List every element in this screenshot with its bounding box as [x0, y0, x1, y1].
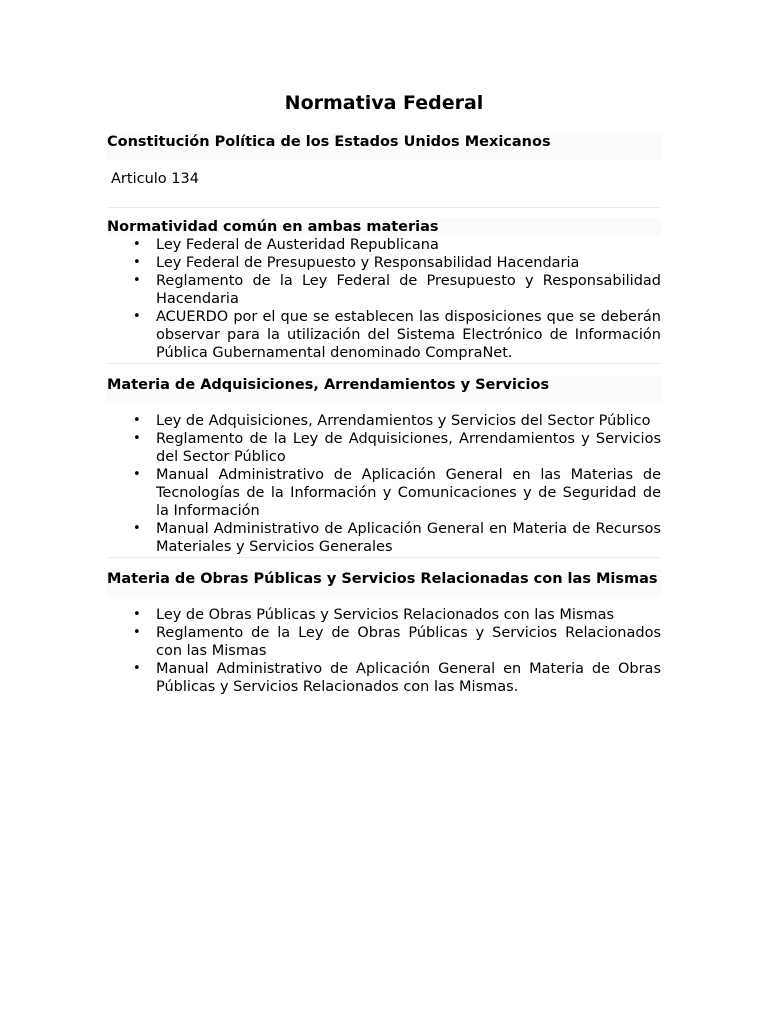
bullet-list: [107, 412, 661, 556]
list-item: [107, 236, 661, 254]
list-item-text: Manual Administrativo de Aplicación General en Materia de Recursos Materiales y Servicios Generales: [156, 521, 661, 555]
list-item-text: Reglamento de la Ley de Obras Públicas y Servicios Relacionados con las Mismas: [156, 625, 661, 659]
list-item: [107, 308, 661, 362]
bullet-icon: •: [133, 413, 141, 428]
document-title: Normativa Federal: [284, 92, 484, 114]
bullet-icon: •: [133, 255, 141, 270]
bullet-icon: •: [133, 661, 141, 676]
document-page: [107, 0, 661, 696]
bullet-icon: •: [133, 237, 141, 252]
section-heading: Constitución Política de los Estados Unidos Mexicanos: [107, 133, 661, 160]
list-item: [107, 272, 661, 308]
section-divider: [107, 363, 661, 364]
section-heading: Normatividad común en ambas materias: [107, 218, 661, 236]
bullet-icon: •: [133, 625, 141, 640]
section-text: Articulo 134: [111, 171, 199, 187]
bullet-list: [107, 606, 661, 696]
section-constitucion: [107, 133, 661, 188]
bullet-icon: •: [133, 607, 141, 622]
list-item-text: Reglamento de la Ley de Adquisiciones, Arrendamientos y Servicios del Sector Público: [156, 431, 661, 465]
bullet-list: [107, 236, 661, 362]
list-item: [107, 430, 661, 466]
list-item: [107, 254, 661, 272]
bullet-icon: •: [133, 467, 141, 482]
bullet-icon: •: [133, 521, 141, 536]
list-item: [107, 412, 661, 430]
bullet-icon: •: [133, 309, 141, 324]
list-item: [107, 624, 661, 660]
list-item-text: ACUERDO por el que se establecen las disposiciones que se deberán observar para la utilización del Sistema Electrónico de Información Pública Gubernamental denominado CompraNet.: [156, 309, 661, 361]
section-obras-publicas: [107, 570, 661, 696]
list-item-text: Manual Administrativo de Aplicación General en Materia de Obras Públicas y Servicios Relacionados con las Mismas.: [156, 661, 661, 695]
list-item-text: Ley de Adquisiciones, Arrendamientos y Servicios del Sector Público: [156, 413, 651, 429]
section-divider: [107, 557, 661, 558]
list-item-text: Manual Administrativo de Aplicación General en las Materias de Tecnologías de la Información y Comunicaciones y de Seguridad de la Información: [156, 467, 661, 519]
bullet-icon: •: [133, 431, 141, 446]
list-item: [107, 466, 661, 520]
list-item: [107, 520, 661, 556]
list-item-text: Ley Federal de Presupuesto y Responsabilidad Hacendaria: [156, 255, 580, 271]
bullet-icon: •: [133, 273, 141, 288]
section-divider: [107, 207, 661, 208]
section-heading: Materia de Obras Públicas y Servicios Relacionadas con las Mismas: [107, 570, 661, 597]
list-item-text: Ley Federal de Austeridad Republicana: [156, 237, 439, 253]
section-heading: Materia de Adquisiciones, Arrendamientos y Servicios: [107, 376, 661, 403]
section-adquisiciones: [107, 376, 661, 556]
section-normatividad-comun: [107, 218, 661, 362]
list-item: [107, 606, 661, 624]
list-item-text: Ley de Obras Públicas y Servicios Relacionados con las Mismas: [156, 607, 615, 623]
list-item: [107, 660, 661, 696]
list-item-text: Reglamento de la Ley Federal de Presupuesto y Responsabilidad Hacendaria: [156, 273, 661, 307]
